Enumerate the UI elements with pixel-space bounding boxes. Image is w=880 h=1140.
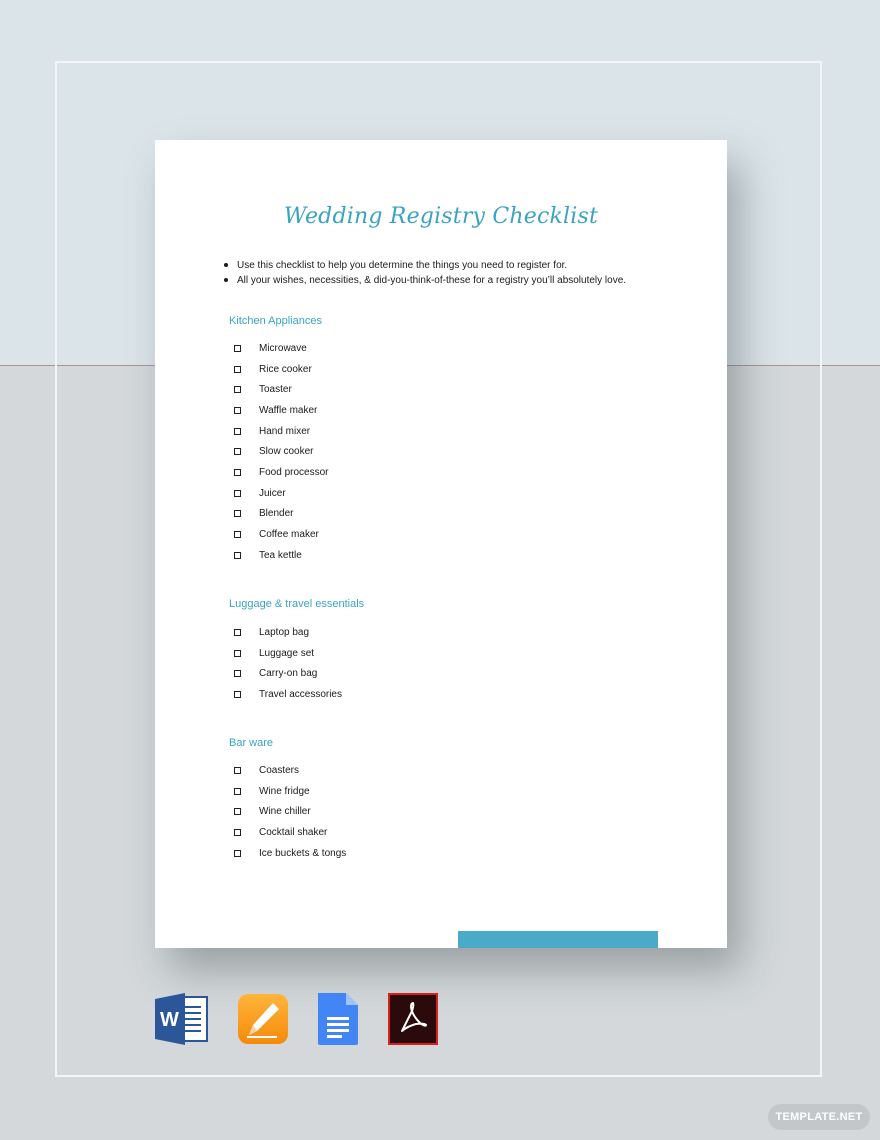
- checklist-item-label: Wine chiller: [259, 806, 311, 818]
- checklist-item[interactable]: [234, 643, 342, 664]
- checklist-item-label: Wine fridge: [259, 785, 310, 797]
- checklist-item[interactable]: [234, 822, 346, 843]
- checklist-item[interactable]: [234, 441, 328, 462]
- checklist-item[interactable]: [234, 421, 328, 442]
- checkbox[interactable]: [234, 490, 241, 497]
- template-net-badge[interactable]: TEMPLATE.NET: [768, 1104, 870, 1130]
- checklist-item-label: Hand mixer: [259, 425, 311, 437]
- checkbox[interactable]: [234, 428, 241, 435]
- checklist-item[interactable]: [234, 545, 328, 566]
- checklist-item-label: Microwave: [259, 342, 307, 354]
- footer-accent-bar: [458, 931, 658, 948]
- checkbox[interactable]: [234, 850, 241, 857]
- checklist-item-label: Waffle maker: [259, 404, 318, 416]
- checklist-item-label: Juicer: [259, 487, 286, 499]
- section-heading-kitchen-appliances: Kitchen Appliances: [229, 315, 322, 327]
- checklist-item-label: Rice cooker: [259, 363, 312, 375]
- checklist-item[interactable]: [234, 462, 328, 483]
- checkbox[interactable]: [234, 366, 241, 373]
- checklist-item[interactable]: [234, 801, 346, 822]
- checkbox[interactable]: [234, 510, 241, 517]
- checkbox[interactable]: [234, 767, 241, 774]
- checklist-item-label: Blender: [259, 508, 294, 520]
- checklist-luggage-travel: [234, 622, 342, 705]
- checklist-bar-ware: [234, 760, 346, 863]
- checkbox[interactable]: [234, 345, 241, 352]
- checkbox[interactable]: [234, 629, 241, 636]
- checklist-item[interactable]: [234, 483, 328, 504]
- checkbox[interactable]: [234, 650, 241, 657]
- checklist-item[interactable]: [234, 504, 328, 525]
- checklist-item-label: Tea kettle: [259, 549, 302, 561]
- checklist-item-label: Ice buckets & tongs: [259, 847, 347, 859]
- checkbox[interactable]: [234, 448, 241, 455]
- intro-bullets: [221, 258, 626, 288]
- checklist-item[interactable]: [234, 843, 346, 864]
- checkbox[interactable]: [234, 552, 241, 559]
- checklist-item-label: Carry-on bag: [259, 668, 318, 680]
- checklist-item-label: Laptop bag: [259, 626, 310, 638]
- checklist-item-label: Slow cooker: [259, 446, 314, 458]
- checklist-item-label: Cocktail shaker: [259, 826, 328, 838]
- checklist-item[interactable]: [234, 524, 328, 545]
- checklist-item[interactable]: [234, 781, 346, 802]
- checklist-item[interactable]: [234, 400, 328, 421]
- checkbox[interactable]: [234, 670, 241, 677]
- checklist-item[interactable]: [234, 663, 342, 684]
- pdf-icon[interactable]: [388, 993, 440, 1045]
- checkbox[interactable]: [234, 469, 241, 476]
- checklist-item[interactable]: [234, 760, 346, 781]
- checkbox[interactable]: [234, 531, 241, 538]
- google-docs-icon[interactable]: [316, 993, 368, 1045]
- checklist-item[interactable]: [234, 338, 328, 359]
- checkbox[interactable]: [234, 788, 241, 795]
- svg-text:W: W: [160, 1009, 179, 1031]
- checkbox[interactable]: [234, 407, 241, 414]
- checklist-kitchen-appliances: [234, 338, 328, 566]
- checkbox[interactable]: [234, 808, 241, 815]
- checklist-item-label: Toaster: [259, 384, 292, 396]
- checklist-item[interactable]: [234, 359, 328, 380]
- checklist-item-label: Coffee maker: [259, 529, 319, 541]
- pages-icon[interactable]: [237, 993, 289, 1045]
- checkbox[interactable]: [234, 691, 241, 698]
- checklist-item-label: Travel accessories: [259, 688, 342, 700]
- section-heading-bar-ware: Bar ware: [229, 737, 274, 749]
- word-icon[interactable]: [155, 993, 207, 1045]
- section-heading-luggage-travel: Luggage & travel essentials: [229, 598, 365, 610]
- intro-bullet: All your wishes, necessities, & did-you-think-of-these for a registry you’ll absolutely love.: [221, 273, 626, 288]
- document-title: Wedding Registry Checklist: [283, 204, 599, 229]
- intro-bullet: Use this checklist to help you determine the things you need to register for.: [221, 258, 626, 273]
- checklist-item-label: Luggage set: [259, 647, 315, 659]
- document-page: [155, 140, 727, 948]
- checklist-item-label: Food processor: [259, 466, 329, 478]
- checkbox[interactable]: [234, 386, 241, 393]
- checklist-item[interactable]: [234, 379, 328, 400]
- checklist-item-label: Coasters: [259, 764, 300, 776]
- checklist-item[interactable]: [234, 622, 342, 643]
- checklist-item[interactable]: [234, 684, 342, 705]
- checkbox[interactable]: [234, 829, 241, 836]
